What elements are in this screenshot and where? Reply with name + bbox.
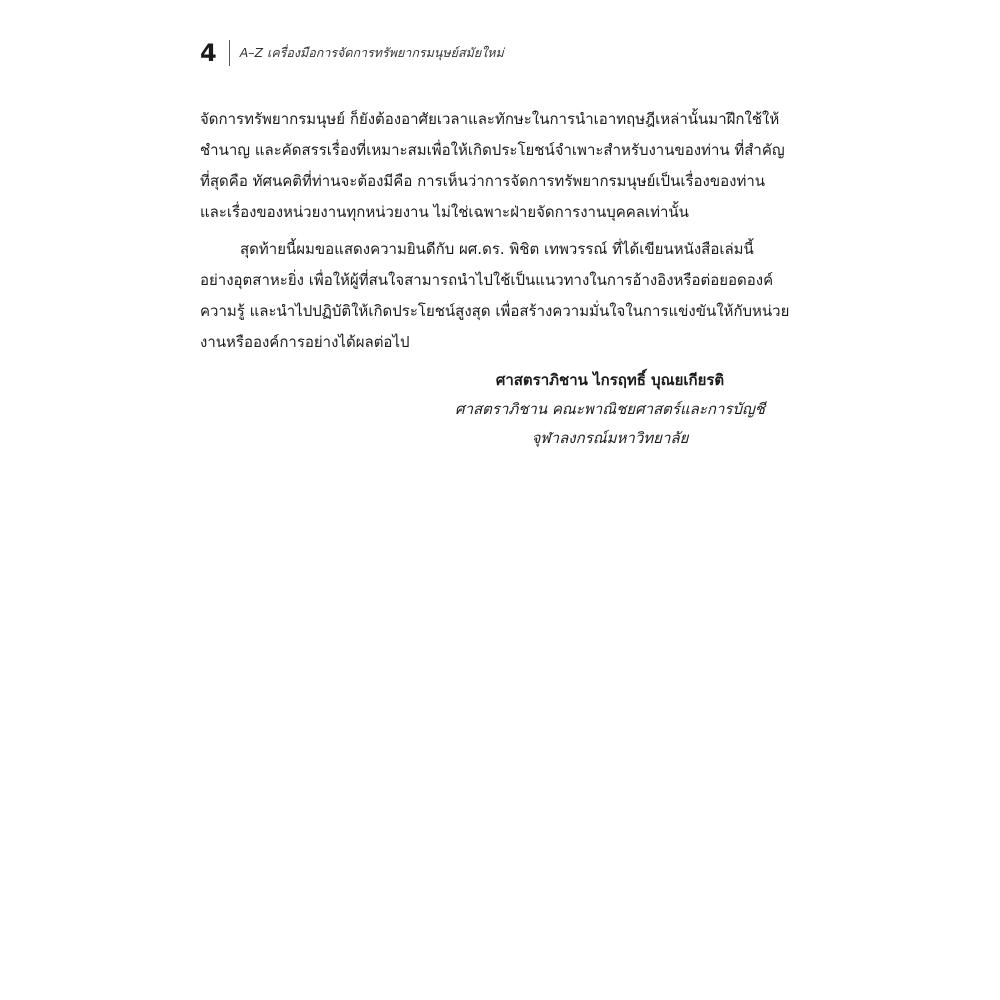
paragraph-line: อย่างอุตสาหะยิ่ง เพื่อให้ผู้ที่สนใจสามารถนำไปใช้เป็นแนวทางในการอ้างอิงหรือต่อยอดองค์ xyxy=(200,271,774,289)
paragraph-line: และเรื่องของหน่วยงานทุกหน่วยงาน ไม่ใช่เฉพาะฝ่ายจัดการงานบุคคลเท่านั้น xyxy=(200,203,689,221)
signatory-title: ศาสตราภิชาน คณะพาณิชยศาสตร์และการบัญชี xyxy=(455,400,765,418)
running-title: A–Z เครื่องมือการจัดการทรัพยากรมนุษย์สมัยใหม่ xyxy=(239,45,504,60)
paragraph-line: ชำนาญ และคัดสรรเรื่องที่เหมาะสมเพื่อให้เกิดประโยชน์จำเพาะสำหรับงานของท่าน ที่สำคัญ xyxy=(200,141,785,159)
paragraph-line: ความรู้ และนำไปปฏิบัติให้เกิดประโยชน์สูงสุด เพื่อสร้างความมั่นใจในการแข่งขันให้กับหน่วย xyxy=(200,302,790,320)
paragraph-1 xyxy=(200,104,800,228)
paragraph-line: ที่สุดคือ ทัศนคติที่ท่านจะต้องมีคือ การเห็นว่าการจัดการทรัพยากรมนุษย์เป็นเรื่องของท่าน xyxy=(200,172,766,190)
signature-block xyxy=(420,366,800,453)
paragraph-2 xyxy=(200,234,800,358)
paragraph-line: จัดการทรัพยากรมนุษย์ ก็ยังต้องอาศัยเวลาและทักษะในการนำเอาทฤษฎีเหล่านั้นมาฝึกใช้ให้ xyxy=(200,110,780,128)
header-divider xyxy=(229,40,230,66)
paragraph-line: สุดท้ายนี้ผมขอแสดงความยินดีกับ ผศ.ดร. พิชิต เทพวรรณ์ ที่ได้เขียนหนังสือเล่มนี้ xyxy=(240,240,754,258)
page-number: 4 xyxy=(200,39,217,67)
signatory-institution: จุฬาลงกรณ์มหาวิทยาลัย xyxy=(531,429,689,447)
body-text xyxy=(200,104,800,358)
paragraph-line: งานหรือองค์การอย่างได้ผลต่อไป xyxy=(200,333,410,351)
page-header xyxy=(200,36,504,70)
signatory-name: ศาสตราภิชาน ไกรฤทธิ์ บุณยเกียรติ xyxy=(495,371,725,389)
